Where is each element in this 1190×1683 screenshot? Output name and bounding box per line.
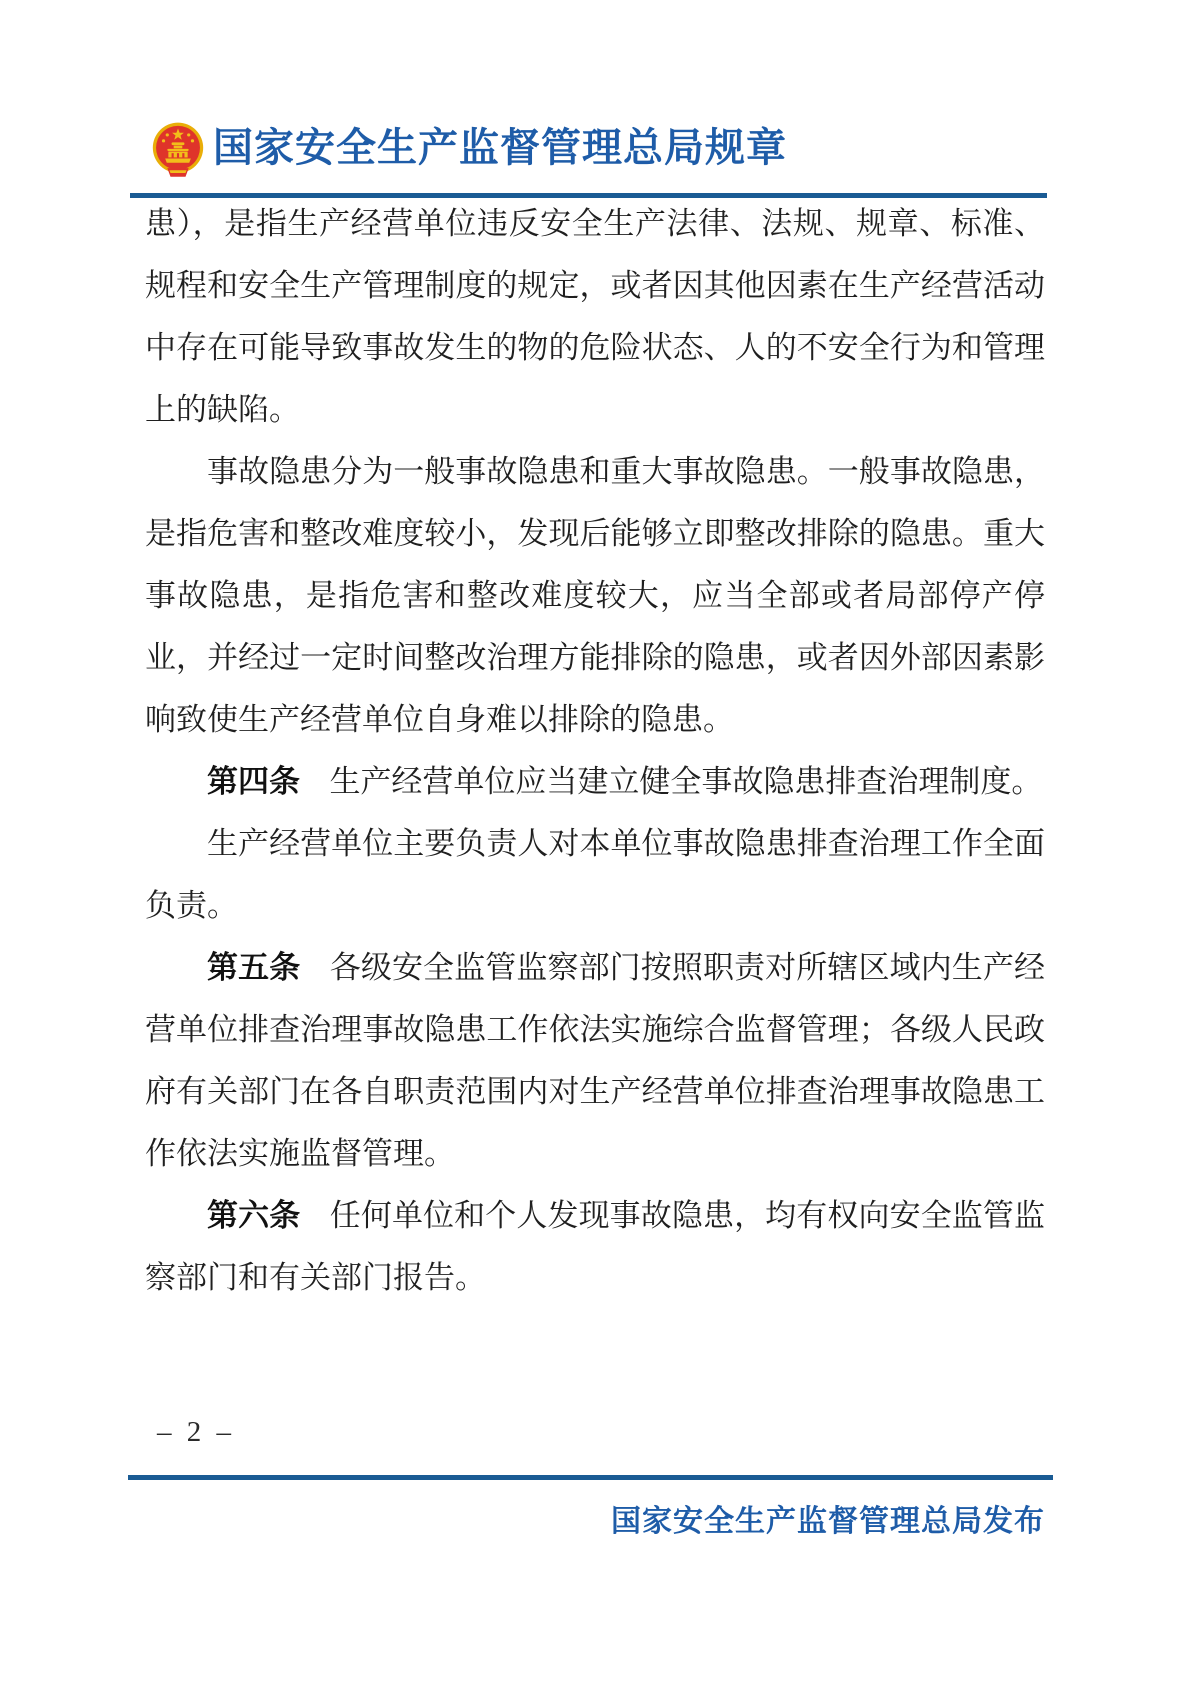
footer-publisher: 国家安全生产监督管理总局发布 (611, 1505, 1045, 1538)
paragraph-article-4 (145, 751, 1045, 813)
footer-rule (128, 1475, 1053, 1480)
paragraph-text: 生产经营单位应当建立健全事故隐患排查治理制度。 (329, 764, 1043, 799)
page-number: – 2 – (157, 1416, 235, 1448)
paragraph-text: 事故隐患分为一般事故隐患和重大事故隐患。一般事故隐患，是指危害和整改难度较小，发现后能够立即整改排除的隐患。重大事故隐患，是指危害和整改难度较大，应当全部或者局部停产停业，并经过一定时间整改治理方能排除的隐患，或者因外部因素影响致使生产经营单位自身难以排除的隐患。 (145, 454, 1045, 737)
document-body (145, 193, 1045, 1309)
paragraph-text: 各级安全监管监察部门按照职责对所辖区域内生产经营单位排查治理事故隐患工作依法实施综合监督管理；各级人民政府有关部门在各自职责范围内对生产经营单位排查治理事故隐患工作依法实施监督管理。 (145, 950, 1046, 1171)
article-number: 第五条 (207, 950, 301, 985)
article-number: 第四条 (207, 764, 300, 799)
paragraph-continuation (145, 193, 1045, 441)
header-title: 国家安全生产监督管理总局规章 (213, 126, 787, 170)
china-national-emblem-icon (151, 121, 205, 181)
article-number: 第六条 (207, 1198, 301, 1233)
paragraph (145, 813, 1045, 937)
paragraph (145, 441, 1045, 751)
paragraph-text: 生产经营单位主要负责人对本单位事故隐患排查治理工作全面负责。 (145, 826, 1045, 923)
paragraph-article-6 (145, 1185, 1045, 1309)
paragraph-article-5 (145, 937, 1045, 1185)
paragraph-text: 患），是指生产经营单位违反安全生产法律、法规、规章、标准、规程和安全生产管理制度的规定，或者因其他因素在生产经营活动中存在可能导致事故发生的物的危险状态、人的不安全行为和管理上的缺陷。 (145, 206, 1045, 427)
paragraph-text: 任何单位和个人发现事故隐患，均有权向安全监管监察部门和有关部门报告。 (145, 1198, 1046, 1295)
